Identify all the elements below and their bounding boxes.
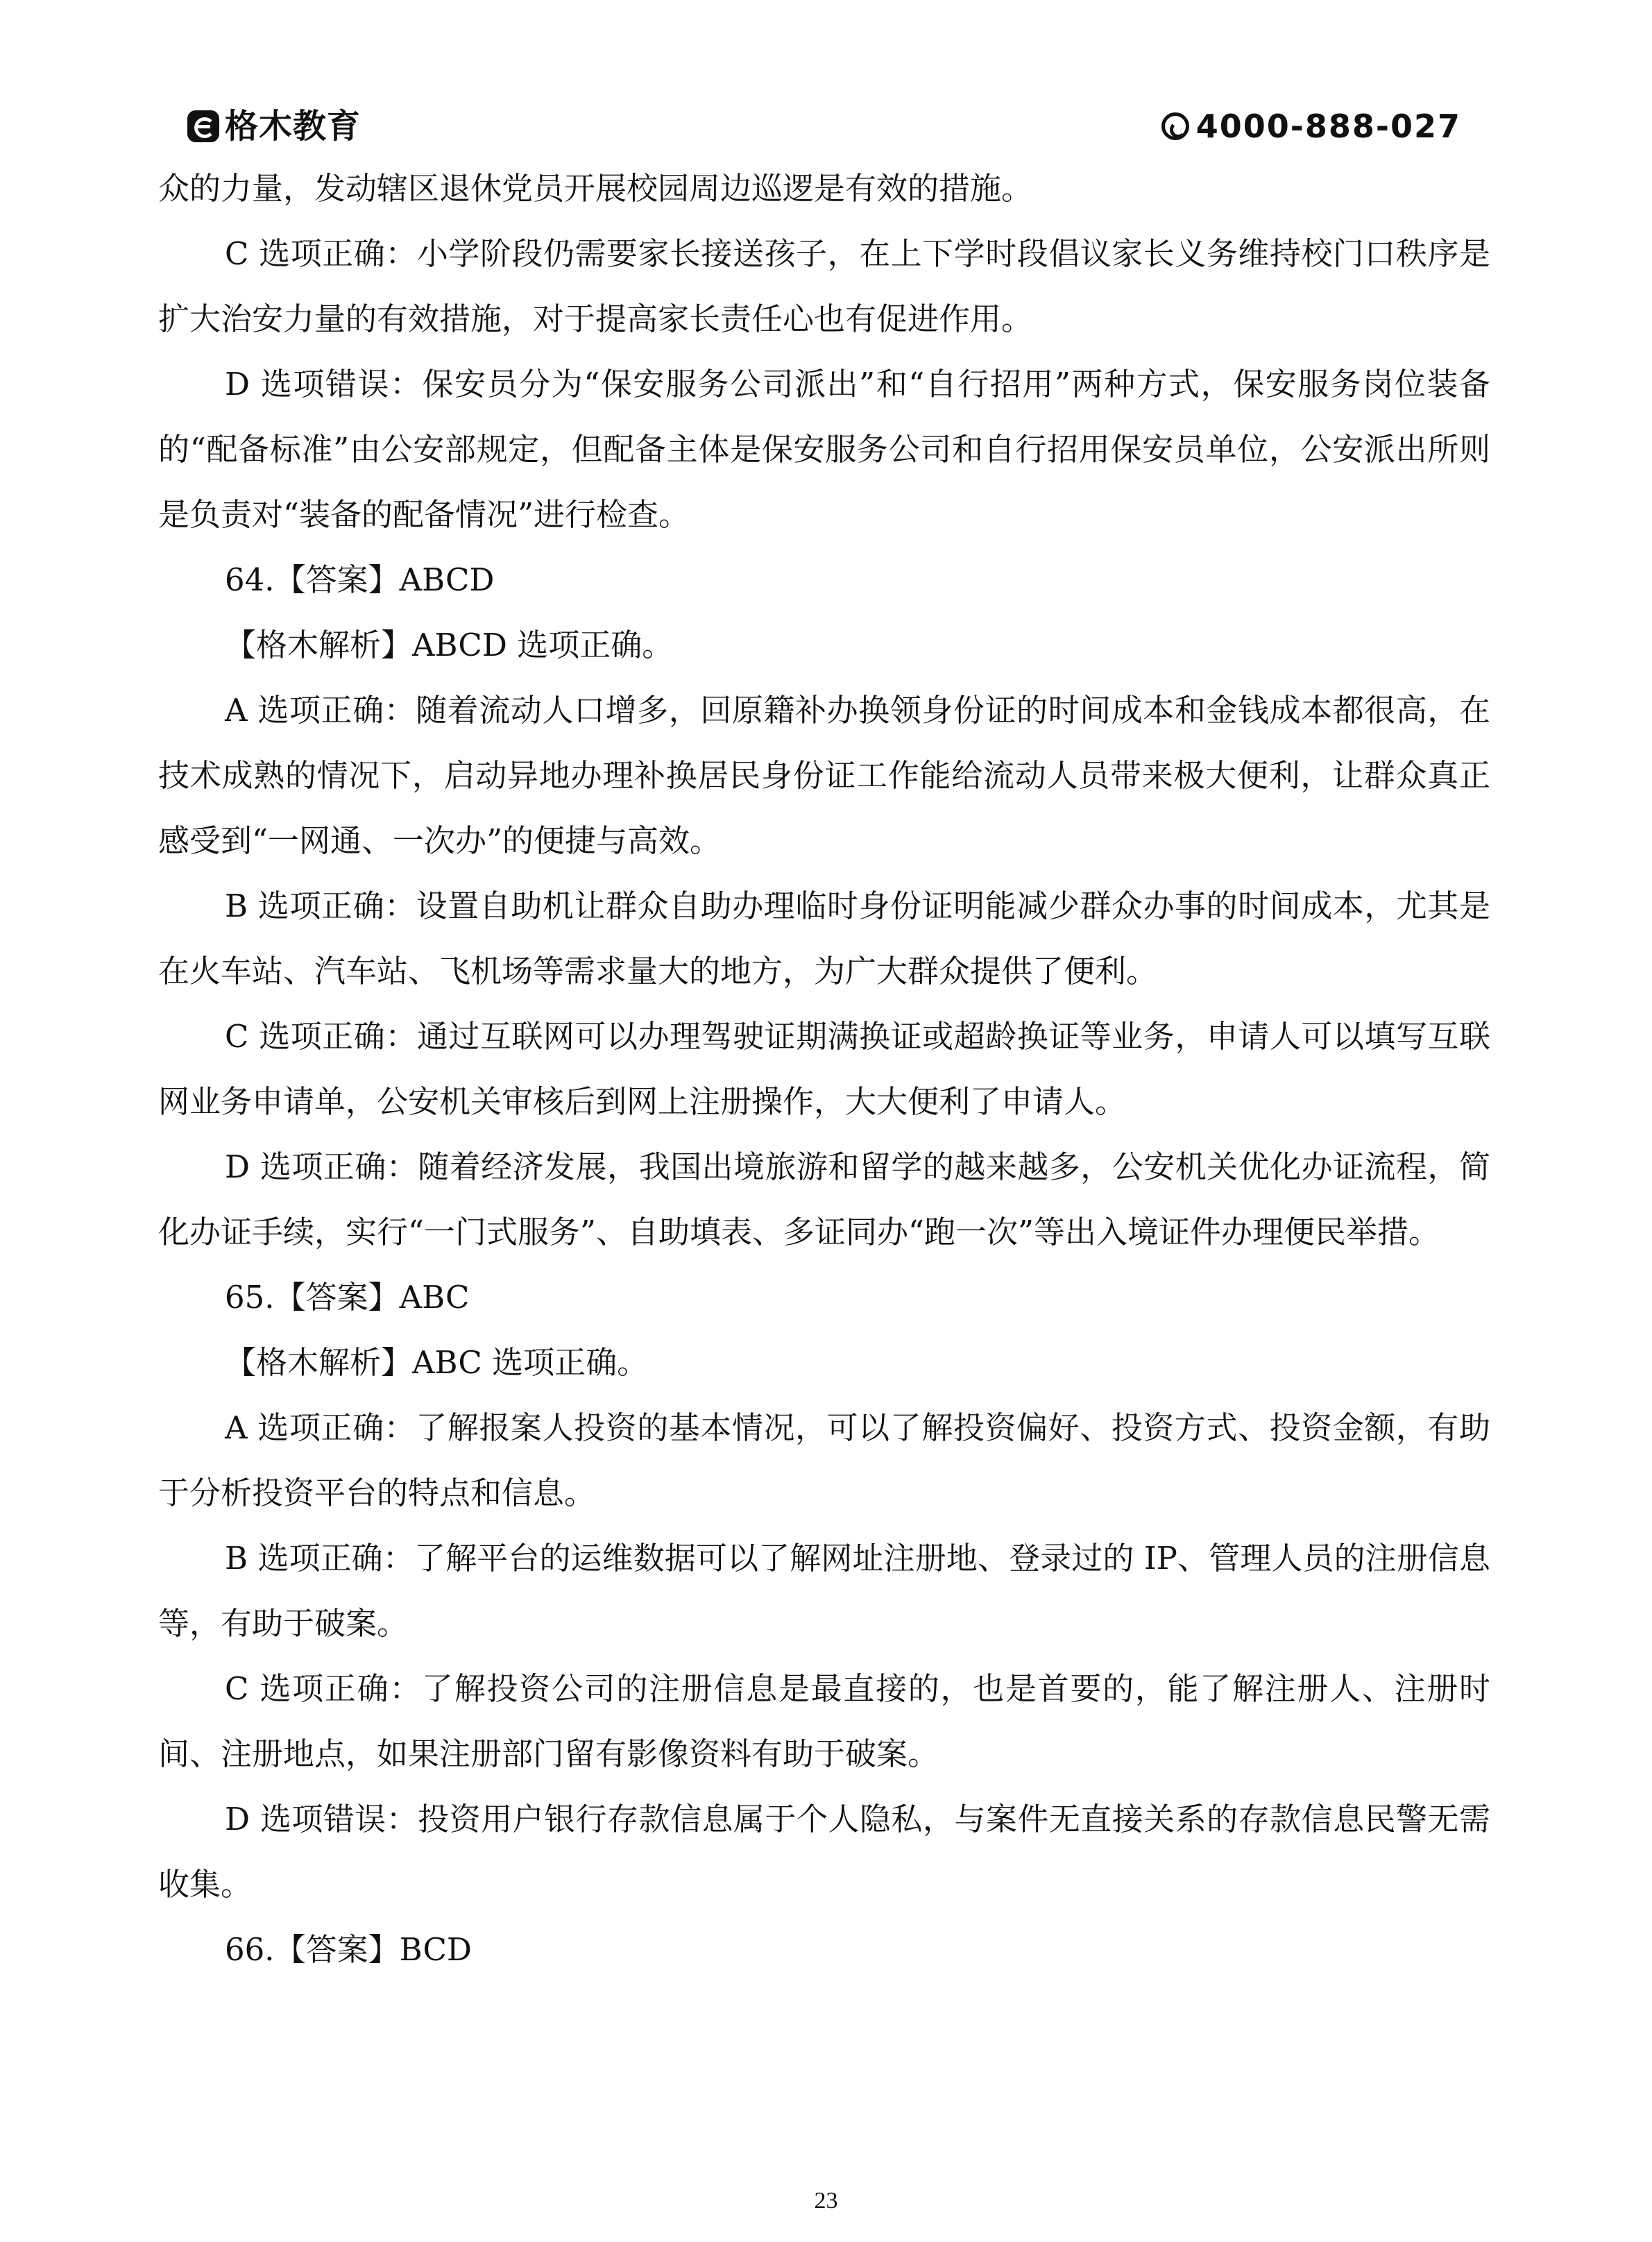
page-header xyxy=(187,104,1461,148)
paragraph: A 选项正确：了解报案人投资的基本情况，可以了解投资偏好、投资方式、投资金额，有助于分析投资平台的特点和信息。 xyxy=(158,1409,1490,1511)
answer-heading: 66.【答案】BCD xyxy=(225,1931,472,1968)
paragraph: A 选项正确：随着流动人口增多，回原籍补办换领身份证的时间成本和金钱成本都很高，在技术成熟的情况下，启动异地办理补换居民身份证工作能给流动人员带来极大便利，让群众真正感受到“一网通、一次办”的便捷与高效。 xyxy=(158,692,1490,859)
paragraph: B 选项正确：了解平台的运维数据可以了解网址注册地、登录过的 IP、管理人员的注册信息等，有助于破案。 xyxy=(158,1540,1491,1642)
phone-block xyxy=(1161,104,1461,148)
phone-number: 4000-888-027 xyxy=(1195,108,1461,145)
document-body xyxy=(158,156,1490,1982)
paragraph: B 选项正确：设置自助机让群众自助办理临时身份证明能减少群众办事的时间成本，尤其是在火车站、汽车站、飞机场等需求量大的地方，为广大群众提供了便利。 xyxy=(158,888,1490,990)
brand-e-icon xyxy=(187,110,219,142)
paragraph-continuation: 众的力量，发动辖区退休党员开展校园周边巡逻是有效的措施。 xyxy=(158,170,1033,207)
paragraph: D 选项错误：投资用户银行存款信息属于个人隐私，与案件无直接关系的存款信息民警无需收集。 xyxy=(158,1801,1490,1903)
phone-icon xyxy=(1161,112,1189,140)
analysis-heading: 【格木解析】ABCD 选项正确。 xyxy=(225,627,674,663)
answer-heading: 64.【答案】ABCD xyxy=(225,561,495,598)
paragraph: C 选项正确：了解投资公司的注册信息是最直接的，也是首要的，能了解注册人、注册时间、注册地点，如果注册部门留有影像资料有助于破案。 xyxy=(158,1670,1490,1772)
brand-logo-block xyxy=(187,104,361,148)
paragraph: C 选项正确：小学阶段仍需要家长接送孩子，在上下学时段倡议家长义务维持校门口秩序是扩大治安力量的有效措施，对于提高家长责任心也有促进作用。 xyxy=(158,235,1490,337)
page-number: 23 xyxy=(814,2188,838,2214)
paragraph: D 选项正确：随着经济发展，我国出境旅游和留学的越来越多，公安机关优化办证流程，简化办证手续，实行“一门式服务”、自助填表、多证同办“跑一次”等出入境证件办理便民举措。 xyxy=(158,1148,1490,1250)
brand-name: 格木教育 xyxy=(225,107,361,146)
answer-heading: 65.【答案】ABC xyxy=(225,1279,470,1316)
paragraph: D 选项错误：保安员分为“保安服务公司派出”和“自行招用”两种方式，保安服务岗位装备的“配备标准”由公安部规定，但配备主体是保安服务公司和自行招用保安员单位，公安派出所则是负责对“装备的配备情况”进行检查。 xyxy=(158,366,1490,533)
analysis-heading: 【格木解析】ABC 选项正确。 xyxy=(225,1344,649,1381)
paragraph: C 选项正确：通过互联网可以办理驾驶证期满换证或超龄换证等业务，申请人可以填写互联网业务申请单，公安机关审核后到网上注册操作，大大便利了申请人。 xyxy=(158,1018,1490,1120)
